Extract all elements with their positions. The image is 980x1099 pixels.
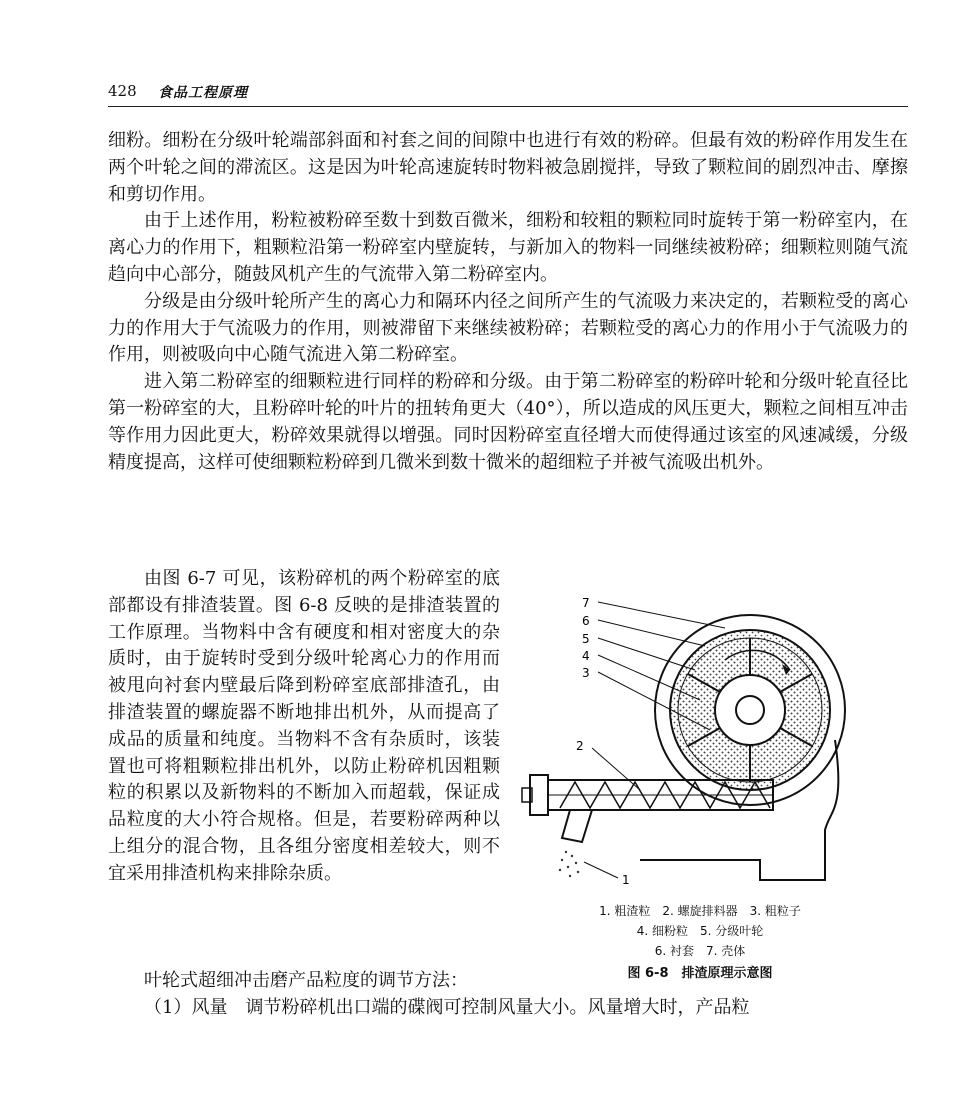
label-6: 6 (582, 614, 590, 628)
page-header (108, 78, 908, 108)
running-title: 食品工程原理 (158, 85, 248, 101)
hub-center (736, 696, 764, 724)
body-text-wrap (108, 566, 500, 888)
page-number: 428 (108, 82, 137, 100)
paragraph-4: 进入第二粉碎室的细颗粒进行同样的粉碎和分级。由于第二粉碎室的粉碎叶轮和分级叶轮直径比第一粉碎室的大，且粉碎叶轮的叶片的扭转角更大（40°），所以造成的风压更大，颗粒之间相互冲击等作用力因此更大，粉碎效果就得以增强。同时因粉碎室直径增大而使得通过该室的风速减缓，分级精度提高，这样可使细颗粒粉碎到几微米到数十微米的超细粒子并被气流吸出机外。 (108, 371, 908, 473)
paragraph-3: 分级是由分级叶轮所产生的离心力和隔环内径之间所产生的气流吸力来决定的，若颗粒受的离心力的作用大于气流吸力的作用，则被滞留下来继续被粉碎；若颗粒受的离心力的作用小于气流吸力的作用，则被吸向中心随气流进入第二粉碎室。 (108, 290, 908, 366)
label-5: 5 (582, 632, 590, 646)
paragraph-1: 细粉。细粉在分级叶轮端部斜面和衬套之间的间隙中也进行有效的粉碎。但最有效的粉碎作用发生在两个叶轮之间的滞流区。这是因为叶轮高速旋转时物料被急剧搅拌，导致了颗粒间的剧烈冲击、摩擦和剪切作用。 (108, 130, 908, 205)
body-text-top (108, 128, 908, 476)
paragraph-2: 由于上述作用，粉粒被粉碎至数十到数百微米，细粉和较粗的颗粒同时旋转于第一粉碎室内，在离心力的作用下，粗颗粒沿第一粉碎室内壁旋转，与新加入的物料一同继续被粉碎；细颗粒则随气流趋向中心部分，随鼓风机产生的气流带入第二粉碎室内。 (108, 210, 908, 285)
legend-line-3: 6. 衬套 7. 壳体 (654, 944, 746, 958)
label-4: 4 (582, 649, 590, 663)
label-1: 1 (622, 873, 630, 887)
paragraph-7: （1）风量 调节粉碎机出口端的碟阀可控制风量大小。风量增大时，产品粒 (144, 996, 750, 1018)
label-3: 3 (582, 666, 590, 680)
coarse-slag-particles (559, 851, 579, 877)
slag-discharge-diagram (520, 580, 880, 900)
figure-6-8 (520, 580, 880, 980)
label-2: 2 (576, 739, 584, 753)
header-rule (108, 106, 908, 107)
legend-line-2: 4. 细粉粒 5. 分级叶轮 (636, 924, 764, 938)
label-7: 7 (582, 596, 590, 610)
legend-line-1: 1. 粗渣粒 2. 螺旋排料器 3. 粗粒子 (599, 904, 801, 918)
paragraph-6: 叶轮式超细冲击磨产品粒度的调节方法： (144, 970, 468, 991)
discharge-chute (562, 810, 592, 842)
paragraph-5: 由图 6-7 可见，该粉碎机的两个粉碎室的底部都设有排渣装置。图 6-8 反映的是排渣装置的工作原理。当物料中含有硬度和相对密度大的杂质时，由于旋转时受到分级叶轮离心力的作用而被甩向衬套内壁最后降到粉碎室底部排渣孔，由排渣装置的螺旋器不断地排出机外，从而提高了成品的质量和纯度。当物料不含有杂质时，该装置也可将粗颗粒排出机外，以防止粉碎机因粗颗粒的积累以及新物料的不断加入而超载，保证成品粒度的大小符合规格。但是，若要粉碎两种以上组分的混合物，且各组分密度相差较大，则不宜采用排渣机构来排除杂质。 (108, 568, 500, 884)
figure-caption: 图 6-8 排渣原理示意图 (627, 966, 773, 981)
